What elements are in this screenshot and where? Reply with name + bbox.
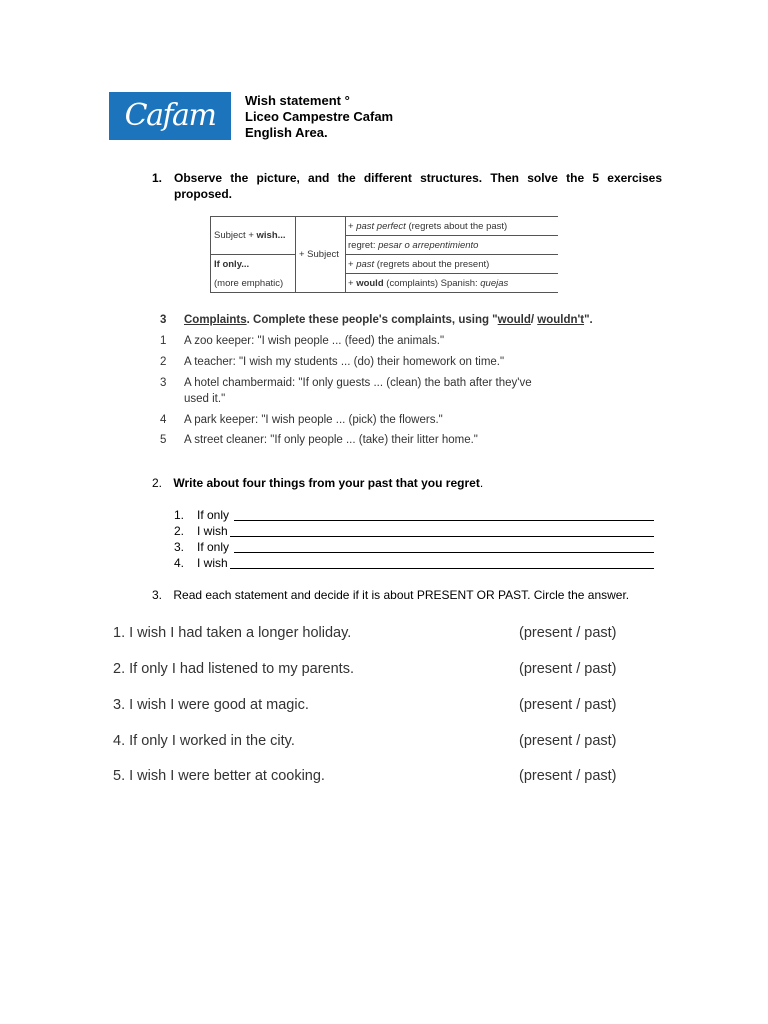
answer-line[interactable]: 1. If only: [174, 508, 654, 523]
answer-line[interactable]: 4. I wish: [174, 556, 654, 571]
if-only-cell: If only...: [214, 259, 250, 270]
logo-text: Cafam: [124, 98, 216, 133]
department-name: English Area.: [245, 125, 328, 140]
complaint-number: 5: [160, 434, 167, 446]
answer-line[interactable]: 2. I wish: [174, 524, 654, 539]
complaint-item: A zoo keeper: "I wish people ... (feed) the animals.": [184, 335, 445, 347]
question-3-number: 3.: [152, 588, 163, 602]
present-past-choice[interactable]: (present / past): [519, 661, 617, 677]
cafam-logo: [109, 92, 231, 140]
present-past-choice[interactable]: (present / past): [519, 768, 617, 784]
question-2: 2. Write about four things from your past that you regret.: [152, 476, 484, 490]
question-1-text: Observe the picture, and the different structures. Then solve the 5 exercises proposed.: [174, 171, 662, 201]
present-past-choice[interactable]: (present / past): [519, 697, 617, 713]
worksheet-title: Wish statement °: [245, 93, 350, 108]
complaints-number: 3: [160, 314, 167, 326]
complaint-item-continued: used it.": [184, 393, 226, 405]
statement-item: 4. If only I worked in the city.: [113, 733, 295, 749]
question-1-number: 1.: [152, 171, 163, 185]
question-1: [152, 170, 662, 202]
past-perfect-cell: + past perfect (regrets about the past): [348, 221, 508, 232]
statement-item: 3. I wish I were good at magic.: [113, 697, 309, 713]
grammar-table: [210, 216, 558, 293]
complaint-number: 4: [160, 414, 167, 426]
complaint-item: A hotel chambermaid: "If only guests ... (clean) the bath after they've: [184, 377, 532, 389]
more-emphatic-cell: (more emphatic): [214, 278, 284, 289]
complaint-number: 2: [160, 356, 167, 368]
statement-item: 2. If only I had listened to my parents.: [113, 661, 354, 677]
present-past-choice[interactable]: (present / past): [519, 733, 617, 749]
complaint-item: A street cleaner: "If only people ... (take) their litter home.": [184, 434, 478, 446]
statement-item: 5. I wish I were better at cooking.: [113, 768, 325, 784]
present-past-choice[interactable]: (present / past): [519, 625, 617, 641]
question-3-text: Read each statement and decide if it is about PRESENT OR PAST. Circle the answer.: [173, 588, 630, 602]
question-2-number: 2.: [152, 476, 163, 490]
statement-item: 1. I wish I had taken a longer holiday.: [113, 625, 352, 641]
complaints-title: Complaints. Complete these people's complaints, using "would/ wouldn't".: [184, 314, 593, 326]
past-cell: + past (regrets about the present): [348, 259, 490, 270]
answer-line[interactable]: 3. If only: [174, 540, 654, 555]
complaint-number: 1: [160, 335, 167, 347]
complaint-number: 3: [160, 377, 167, 389]
question-2-text: Write about four things from your past that you regret: [173, 476, 480, 490]
regret-cell: regret: pesar o arrepentimiento: [348, 240, 479, 251]
plus-subject-cell: + Subject: [299, 249, 339, 260]
would-cell: + would (complaints) Spanish: quejas: [348, 278, 509, 289]
question-3: [152, 588, 629, 602]
school-name: Liceo Campestre Cafam: [245, 109, 394, 124]
complaint-item: A park keeper: "I wish people ... (pick) the flowers.": [184, 414, 443, 426]
subject-wish-cell: Subject + wish...: [214, 230, 286, 241]
complaint-item: A teacher: "I wish my students ... (do) their homework on time.": [184, 356, 505, 368]
